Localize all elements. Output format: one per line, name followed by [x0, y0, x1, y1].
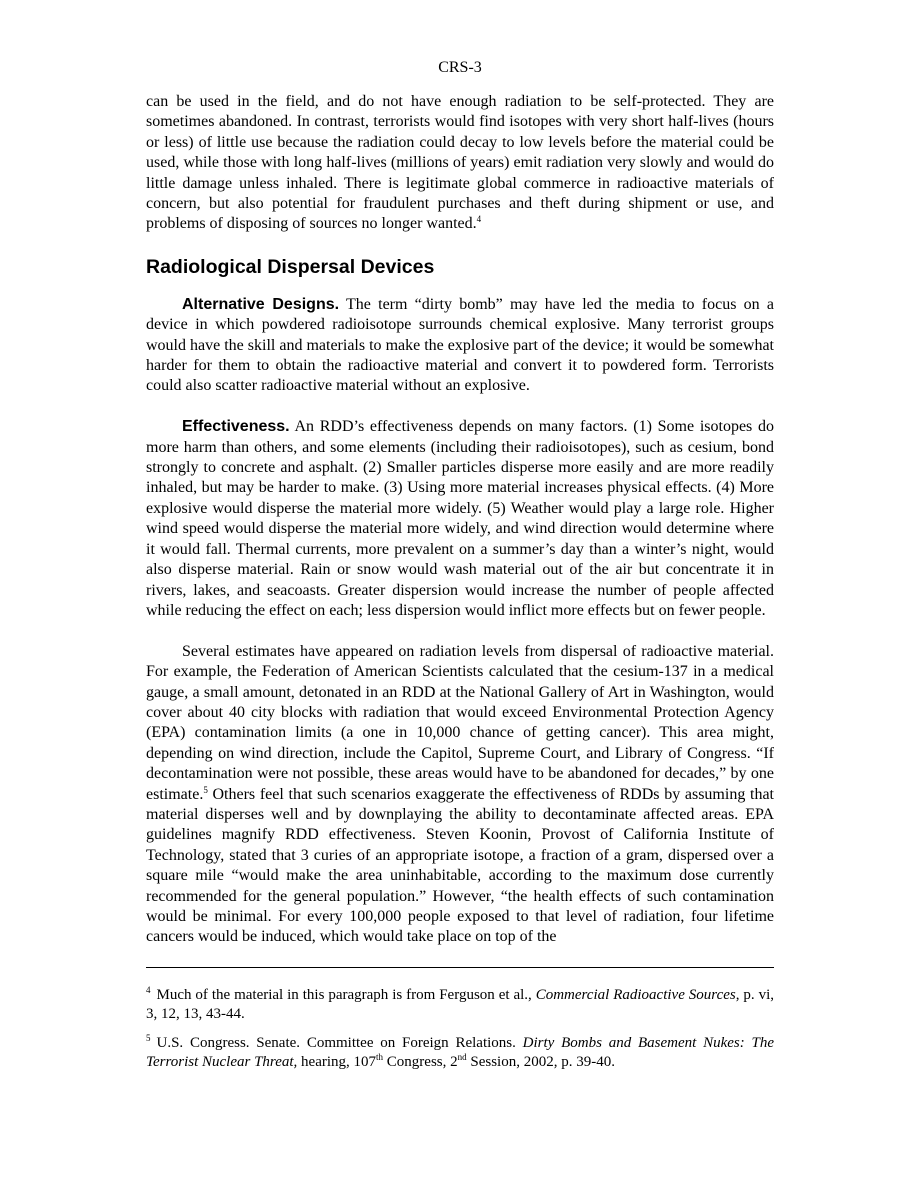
footnote-5-title: Dirty Bombs and Basement Nukes: The Terrorist Nuclear Threat, — [146, 1034, 774, 1070]
footnote-5-mark: 5 — [146, 1032, 151, 1043]
footnote-5 — [146, 1034, 774, 1072]
footnote-5-sup-nd: nd — [457, 1051, 467, 1062]
alternative-designs-text: The term “dirty bomb” may have led the media to focus on a device in which powdered radioisotope surrounds chemical explosive. Many terrorist groups would have the skill and materials to make the explosive part of the device; it would be somewhat harder for them to obtain the radioactive material and convert it to powdered form. Terrorists could also scatter radioactive material without an explosive. — [146, 295, 775, 395]
footnote-5-text-after: Session, 2002, p. 39-40. — [466, 1053, 615, 1070]
alternative-designs-paragraph — [146, 295, 774, 397]
effectiveness-heading: Effectiveness. — [182, 418, 290, 436]
alternative-designs-heading: Alternative Designs. — [182, 295, 340, 313]
footnote-divider — [146, 967, 774, 968]
footnote-ref-5[interactable]: 5 — [203, 784, 208, 795]
intro-text: can be used in the field, and do not have enough radiation to be self-protected. They are sometimes abandoned. In contrast, terrorists would find isotopes with very short half-lives (hours or less) of little use because the radiation could decay to low levels before the material could be used, while those with long half-lives (millions of years) emit radiation very slowly and would do little damage unless inhaled. There is legitimate global commerce in radioactive materials of concern, but also potential for fraudulent purchases and theft during shipment or use, and problems of disposing of sources no longer wanted. — [146, 93, 774, 233]
effectiveness-paragraph — [146, 417, 774, 621]
footnote-5-text-before: U.S. Congress. Senate. Committee on Foreign Relations. — [156, 1034, 523, 1051]
footnote-4-text-after: , p. vi, 3, 12, 13, 43-44. — [146, 986, 774, 1022]
footnote-4-title: Commercial Radioactive Sources — [535, 986, 736, 1003]
footnote-4-mark: 4 — [146, 984, 151, 995]
estimates-text-a: Several estimates have appeared on radiation levels from dispersal of radioactive material. For example, the Federation of American Scientists calculated that the cesium-137 in a medical gauge, a small amount, detonated in an RDD at the National Gallery of Art in Washington, would cover about 40 city blocks with radiation that would exceed Environmental Protection Agency (EPA) contamination limits (a one in 10,000 chance of getting cancer). This area might, depending on wind direction, include the Capitol, Supreme Court, and Library of Congress. “If decontamination were not possible, these areas would have to be abandoned for decades,” by one estimate. — [146, 642, 774, 803]
footnote-4-text-before: Much of the material in this paragraph is from Ferguson et al., — [156, 986, 536, 1003]
page-number: CRS-3 — [438, 59, 482, 76]
footnote-5-text-mid: hearing, 107 — [297, 1053, 377, 1070]
section-heading: Radiological Dispersal Devices — [146, 255, 435, 278]
footnote-5-text-mid2: Congress, 2 — [383, 1053, 458, 1070]
effectiveness-text: An RDD’s effectiveness depends on many factors. (1) Some isotopes do more harm than others, and some elements (including their radioisotopes), such as cesium, bond strongly to concrete and asphalt. (2) Smaller particles disperse more easily and are more readily inhaled, but may be harder to make. (3) Using more material increases physical effects. (4) More explosive would disperse the material more widely. (5) Weather would play a large role. Higher wind speed would disperse the material more widely, and wind direction would determine where it would fall. Thermal currents, more prevalent on a summer’s day than a winter’s night, would also disperse material. Rain or snow would wash material out of the air but concentrate it in rivers, lakes, and seacoasts. Greater dispersion would increase the number of people affected while reducing the effect on each; less dispersion would inflict more effects but on fewer people. — [146, 418, 774, 619]
footnote-4 — [146, 986, 774, 1024]
footnote-ref-4[interactable]: 4 — [476, 214, 482, 225]
document-page — [146, 0, 774, 1082]
estimates-paragraph — [146, 642, 774, 948]
intro-paragraph — [146, 92, 774, 235]
estimates-text-b: Others feel that such scenarios exaggerate the effectiveness of RDDs by assuming that material disperses well and by downplaying the ability to decontaminate affected areas. EPA guidelines magnify RDD effectiveness. Steven Koonin, Provost of California Institute of Technology, stated that 3 curies of an appropriate isotope, a fraction of a gram, dispersed over a square mile “would make the area uninhabitable, according to the maximum dose currently recommended for the general population.” However, “the health effects of such contamination would be minimal. For every 100,000 people exposed to that level of radiation, four lifetime cancers would be induced, which would take place on top of the — [146, 785, 774, 946]
footnote-5-sup-th: th — [376, 1051, 384, 1062]
